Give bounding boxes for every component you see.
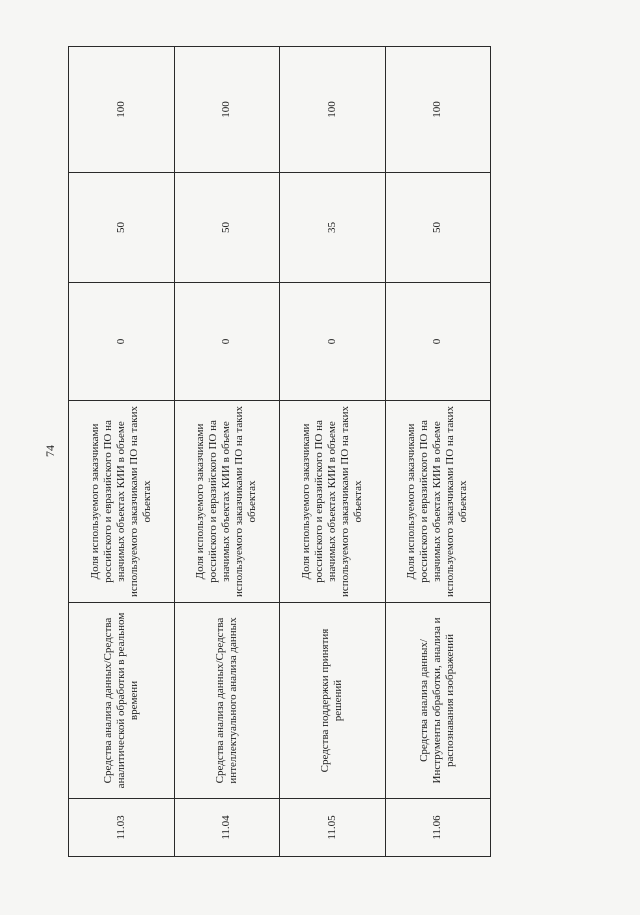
row-value-1: 0 (385, 283, 491, 401)
table-row (385, 47, 491, 857)
row-name: Средства анализа данных/Инструменты обработки, анализа и распознавания изображений (385, 603, 491, 799)
table-row (174, 47, 280, 857)
row-value-2: 35 (280, 173, 386, 283)
row-code: 11.03 (69, 799, 175, 857)
row-value-3: 100 (385, 47, 491, 173)
row-code: 11.05 (280, 799, 386, 857)
row-code: 11.04 (174, 799, 280, 857)
row-value-2: 50 (69, 173, 175, 283)
row-value-3: 100 (174, 47, 280, 173)
row-name: Средства поддержки принятия решений (280, 603, 386, 799)
row-value-1: 0 (69, 283, 175, 401)
row-value-1: 0 (174, 283, 280, 401)
row-value-2: 50 (385, 173, 491, 283)
table-row (280, 47, 386, 857)
row-indicator: Доля используемого заказчиками российского и евразийского ПО на значимых объектах КИИ в объеме используемого заказчиками ПО на таких объектах (174, 401, 280, 603)
row-value-1: 0 (280, 283, 386, 401)
page-number: 74 (42, 445, 57, 457)
row-code: 11.06 (385, 799, 491, 857)
indicators-table (68, 46, 491, 857)
table-row (69, 47, 175, 857)
row-indicator: Доля используемого заказчиками российского и евразийского ПО на значимых объектах КИИ в объеме используемого заказчиками ПО на таких объектах (280, 401, 386, 603)
row-name: Средства анализа данных/Средства интеллектуального анализа данных (174, 603, 280, 799)
row-indicator: Доля используемого заказчиками российского и евразийского ПО на значимых объектах КИИ в объеме используемого заказчиками ПО на таких объектах (385, 401, 491, 603)
row-value-3: 100 (280, 47, 386, 173)
row-indicator: Доля используемого заказчиками российского и евразийского ПО на значимых объектах КИИ в объеме используемого заказчиками ПО на таких объектах (69, 401, 175, 603)
row-value-2: 50 (174, 173, 280, 283)
row-name: Средства анализа данных/Средства аналитической обработки в реальном времени (69, 603, 175, 799)
row-value-3: 100 (69, 47, 175, 173)
